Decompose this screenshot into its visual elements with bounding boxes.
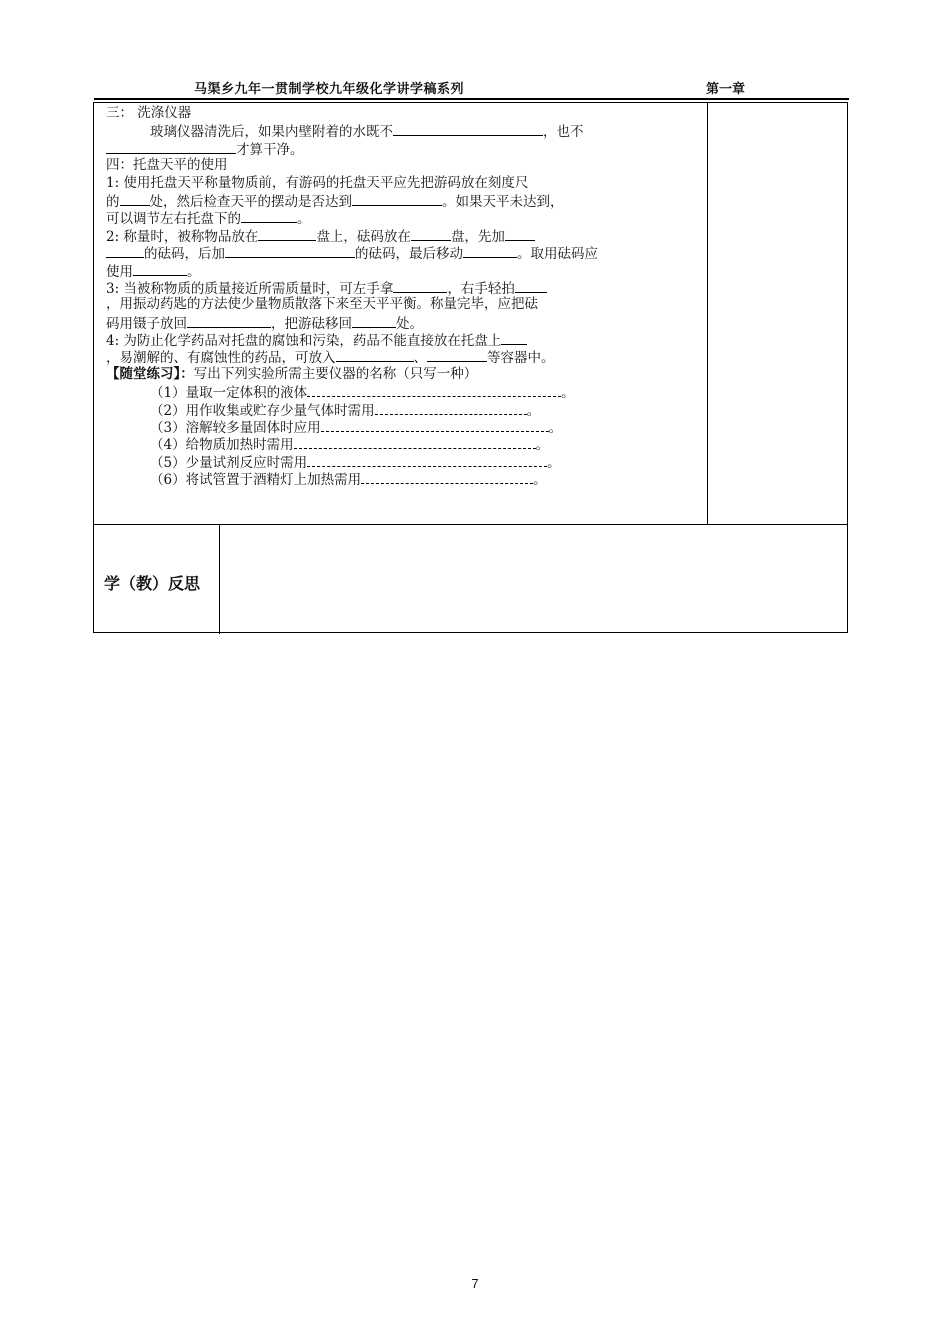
practice-label: 【随堂练习】： [106,365,194,382]
main-content [106,105,704,488]
fill-blank[interactable] [505,227,535,241]
fill-blank[interactable] [361,470,533,484]
page-number: 7 [471,1276,479,1291]
fill-blank[interactable] [294,435,536,449]
fill-blank[interactable] [307,453,547,467]
text-line: 玻璃仪器清洗后，如果内壁附着的水既不 ，也不 [150,124,584,141]
fill-blank[interactable] [241,209,297,223]
fill-blank[interactable] [463,244,517,258]
reflection-divider [219,524,220,634]
fill-blank[interactable] [501,331,527,345]
text-line: ，易潮解的、有腐蚀性的药品，可放入 、 等容器中。 [106,350,555,367]
fill-blank[interactable] [393,279,447,293]
fill-blank[interactable] [106,244,144,258]
fill-blank[interactable] [352,192,442,206]
section-heading: 四：托盘天平的使用 [106,157,228,174]
header-chapter: 第一章 [706,82,746,97]
fill-blank[interactable] [258,227,316,241]
fill-blank[interactable] [133,262,187,276]
section-heading: 三： 洗涤仪器 [106,105,192,121]
worksheet-table [93,102,848,633]
header-title: 马渠乡九年一贯制学校九年级化学讲学稿系列 [194,82,465,97]
text-line: 可以调节左右托盘下的 。 [106,211,311,228]
text-line: 1: 使用托盘天平称量物质前，有游码的托盘天平应先把游码放在刻度尺 [106,174,529,191]
practice-item: （6）将试管置于酒精灯上加热需用 。 [150,472,547,489]
practice-prompt: 写出下列实验所需主要仪器的名称（只写一种） [193,365,478,382]
column-divider [707,103,708,524]
row-divider [94,524,847,525]
fill-blank[interactable] [427,348,487,362]
fill-blank[interactable] [307,383,561,397]
text-line: 的 处，然后检查天平的摆动是否达到 。如果天平未达到， [106,193,564,210]
reflection-label: 学（教）反思 [104,574,201,593]
fill-blank[interactable] [352,314,396,328]
text-line: 的砝码，后加 的砝码，最后移动 。取用砝码应 [106,244,704,261]
fill-blank[interactable] [106,140,236,154]
text-line: ，用振动药匙的方法使少量物质散落下来至天平平衡。称量完毕，应把砝 [106,296,538,313]
text-line: 2: 称量时，被称物品放在 盘上，砝码放在 盘，先加 [106,227,704,244]
text-line: 3: 当被称物质的质量接近所需质量时，可左手拿 ，右手轻拍 [106,279,704,296]
text-line: 码用镊子放回 ，把游砝移回 处。 [106,315,423,332]
practice-item: （5）少量试剂反应时需用 。 [150,454,561,471]
page-header [94,78,849,100]
practice-item: （3）溶解较多量固体时应用 。 [150,420,563,437]
fill-blank[interactable] [393,122,543,136]
text-line: 才算干净。 [106,140,704,157]
text-line: 4: 为防止化学药品对托盘的腐蚀和污染，药品不能直接放在托盘上 [106,331,704,348]
practice-item: （2）用作收集或贮存少量气体时需用 。 [150,402,541,419]
fill-blank[interactable] [336,348,414,362]
fill-blank[interactable] [375,401,527,415]
practice-item: （4）给物质加热时需用 。 [150,437,550,454]
fill-blank[interactable] [225,244,355,258]
fill-blank[interactable] [120,192,150,206]
fill-blank[interactable] [321,418,549,432]
fill-blank[interactable] [187,314,271,328]
text-line: 使用 。 [106,263,201,280]
fill-blank[interactable] [515,279,547,293]
practice-item: （1）量取一定体积的液体 。 [150,385,575,402]
fill-blank[interactable] [411,227,451,241]
practice-heading [106,366,704,383]
